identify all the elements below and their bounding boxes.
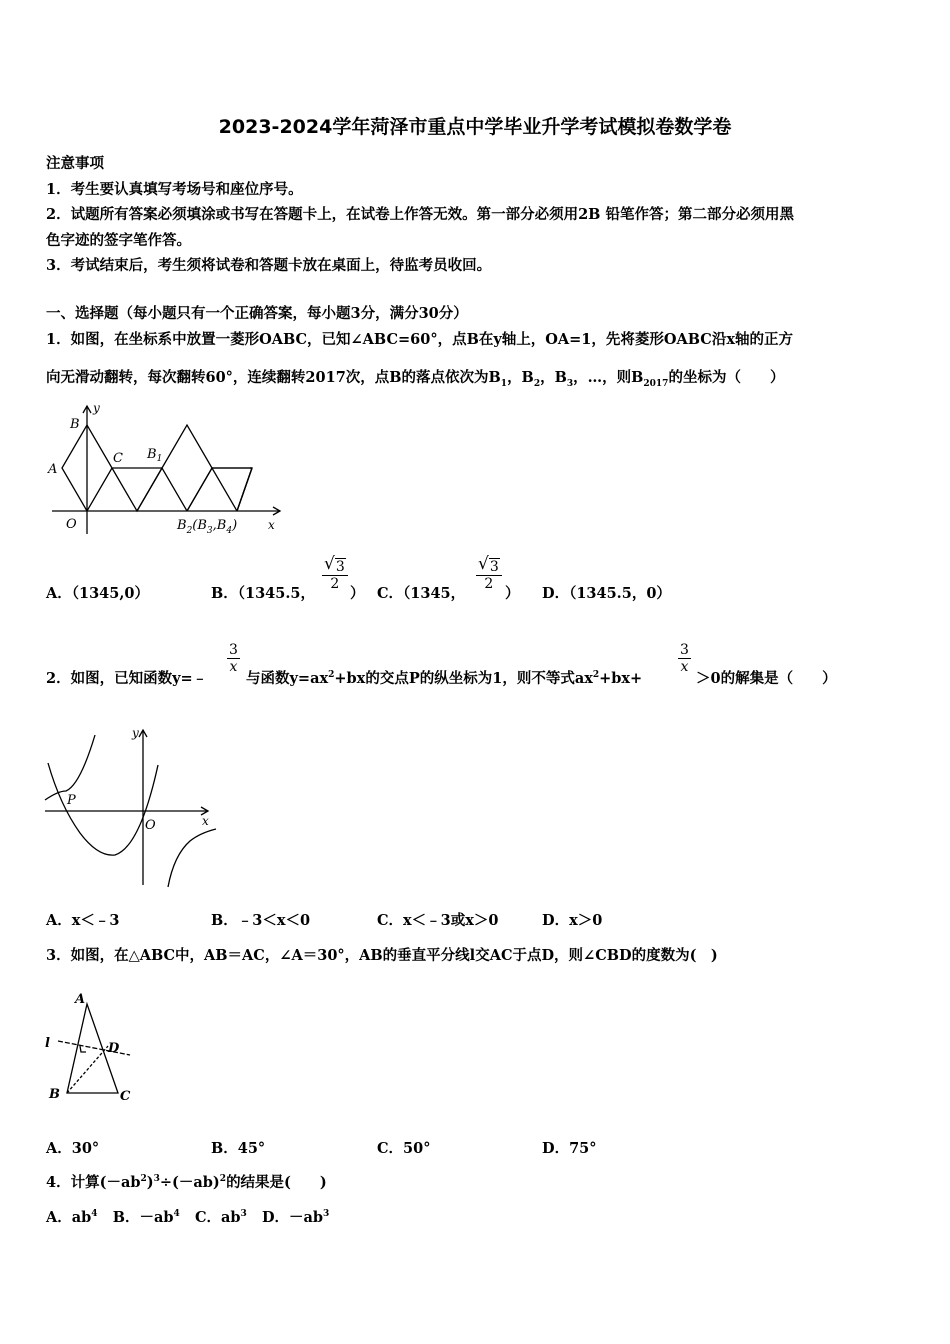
q2-option-c: C．x＜﹣3或x＞0 <box>377 912 499 929</box>
q1-text-a: 向无滑动翻转，每次翻转60°，连续翻转2017次，点B的落点依次为B <box>46 369 501 386</box>
q2-option-b: B．﹣3＜x＜0 <box>211 912 311 929</box>
q2-frac2-den: x <box>680 659 689 675</box>
q1-line1: 1．如图，在坐标系中放置一菱形OABC，已知∠ABC=60°，点B在y轴上，OA=1，先将菱形OABC沿x轴的正方 <box>46 331 793 348</box>
rhombus-path-2 <box>137 468 187 511</box>
q4-text: 4．计算$(-ab^2)^3\div(-ab)^2$的结果是( ) <box>46 1174 327 1191</box>
q2-option-d: D．x＞0 <box>542 912 603 929</box>
rhombus-path-3 <box>187 468 237 511</box>
q1-line2 <box>46 366 784 389</box>
q1-c-sqrt-value: 3 <box>489 559 499 575</box>
rhombus-path-1 <box>112 468 162 511</box>
q2-frac1-num: 3 <box>229 642 238 658</box>
label-b2-b3-b4: $B_2(B_3,B_4)$ <box>177 518 238 536</box>
label-b1: $B_1$ <box>147 447 163 464</box>
rhombus-edge-7 <box>237 468 252 511</box>
q1-b-sqrt-value: 3 <box>335 559 345 575</box>
q4-option-c: C．$ab^3$ <box>194 1209 247 1226</box>
label-l: l <box>45 1036 50 1051</box>
rhombus-b1 <box>162 425 212 511</box>
label-a: A <box>48 462 58 477</box>
q1-option-d: D．（1345.5，0） <box>542 585 671 602</box>
q1-b-denominator: 2 <box>330 576 340 592</box>
label-b: B <box>49 1087 60 1102</box>
q1-option-a: A．（1345,0） <box>46 585 149 602</box>
right-angle-mark <box>80 1046 86 1052</box>
q4-option-b: B．$-ab^4$ <box>112 1209 180 1226</box>
q1-option-c-post: ） <box>505 585 520 602</box>
q1-option-b-pre: B．（1345.5， <box>211 585 315 602</box>
q1-option-c-fraction: √ 3 2 <box>476 558 502 592</box>
q4-option-a: A．$ab^4$ <box>46 1209 98 1226</box>
q1-option-b-post: ） <box>350 585 365 602</box>
label-x: x <box>202 814 209 828</box>
page-title: 2023-2024学年菏泽市重点中学毕业升学考试模拟卷数学卷 <box>218 116 732 138</box>
label-d: D <box>108 1041 120 1056</box>
q1-rhombus-figure <box>40 396 290 546</box>
q1-option-b-fraction: √ 3 2 <box>322 558 348 592</box>
q3-text: 3．如图，在△ABC中，AB＝AC，∠A＝30°，AB的垂直平分线l交AC于点D，则∠CBD的度数为( ) <box>46 947 718 964</box>
q2-text-mid: 与函数$y=ax^2+bx$的交点P的纵坐标为1，则不等式$ax^2+bx+$ <box>246 670 643 687</box>
segment-bd <box>67 1046 108 1093</box>
q1-sub3: 3 <box>566 378 574 389</box>
q1-sub1: 1 <box>500 378 508 389</box>
q2-text-post: ＞0的解集是（ ） <box>696 670 837 687</box>
section-heading: 一、选择题（每小题只有一个正确答案，每小题3分，满分30分） <box>46 305 468 322</box>
q1-text-d: ，…，则B <box>573 369 644 386</box>
label-o: O <box>66 517 77 532</box>
rhombus-path-4 <box>212 468 252 511</box>
q2-function-figure <box>40 725 230 890</box>
q1-option-c-pre: C．（1345， <box>377 585 466 602</box>
q3-triangle-figure <box>40 990 150 1108</box>
q4-option-d: D．$-ab^3$ <box>261 1209 330 1226</box>
q4-options <box>46 1206 329 1227</box>
q3-option-c: C．50° <box>377 1140 431 1157</box>
label-b: B <box>70 417 80 432</box>
label-x: x <box>268 518 275 532</box>
hyperbola-right <box>168 829 216 887</box>
q2-text-pre: 2．如图，已知函数y=﹣ <box>46 670 208 687</box>
q1-c-denominator: 2 <box>484 576 494 592</box>
notes-heading: 注意事项 <box>46 155 104 172</box>
q3-option-a: A．30° <box>46 1140 100 1157</box>
note-line-4: 3．考试结束后，考生须将试卷和答题卡放在桌面上，待监考员收回。 <box>46 257 492 274</box>
q1-sub2: 2 <box>533 378 541 389</box>
q1-text-b: ，B <box>507 369 534 386</box>
label-o: O <box>145 818 156 833</box>
label-p: P <box>67 793 76 808</box>
q2-frac2-num: 3 <box>680 642 689 658</box>
q3-option-d: D．75° <box>542 1140 597 1157</box>
q1-text-e: 的坐标为（ ） <box>668 369 785 386</box>
note-line-1: 1．考生要认真填写考场号和座位序号。 <box>46 181 303 198</box>
q2-frac1-den: x <box>229 659 238 675</box>
note-line-3: 色字迹的签字笔作答。 <box>46 232 191 249</box>
q1-text-c: ，B <box>540 369 567 386</box>
q3-option-b: B．45° <box>211 1140 266 1157</box>
label-y: y <box>93 401 100 415</box>
q2-fraction-2 <box>678 642 691 675</box>
label-c: C <box>113 451 123 466</box>
label-y: y <box>132 726 139 740</box>
label-c: C <box>120 1089 131 1104</box>
parabola <box>48 763 158 855</box>
q2-fraction-1 <box>227 642 240 675</box>
label-a: A <box>75 992 86 1007</box>
q2-option-a: A．x＜﹣3 <box>46 912 120 929</box>
hyperbola-left <box>45 735 95 800</box>
note-line-2: 2．试题所有答案必须填涂或书写在答题卡上，在试卷上作答无效。第一部分必须用2B 铅笔作答；第二部分必须用黑 <box>46 206 794 223</box>
q1-sub2017: 2017 <box>643 378 669 389</box>
